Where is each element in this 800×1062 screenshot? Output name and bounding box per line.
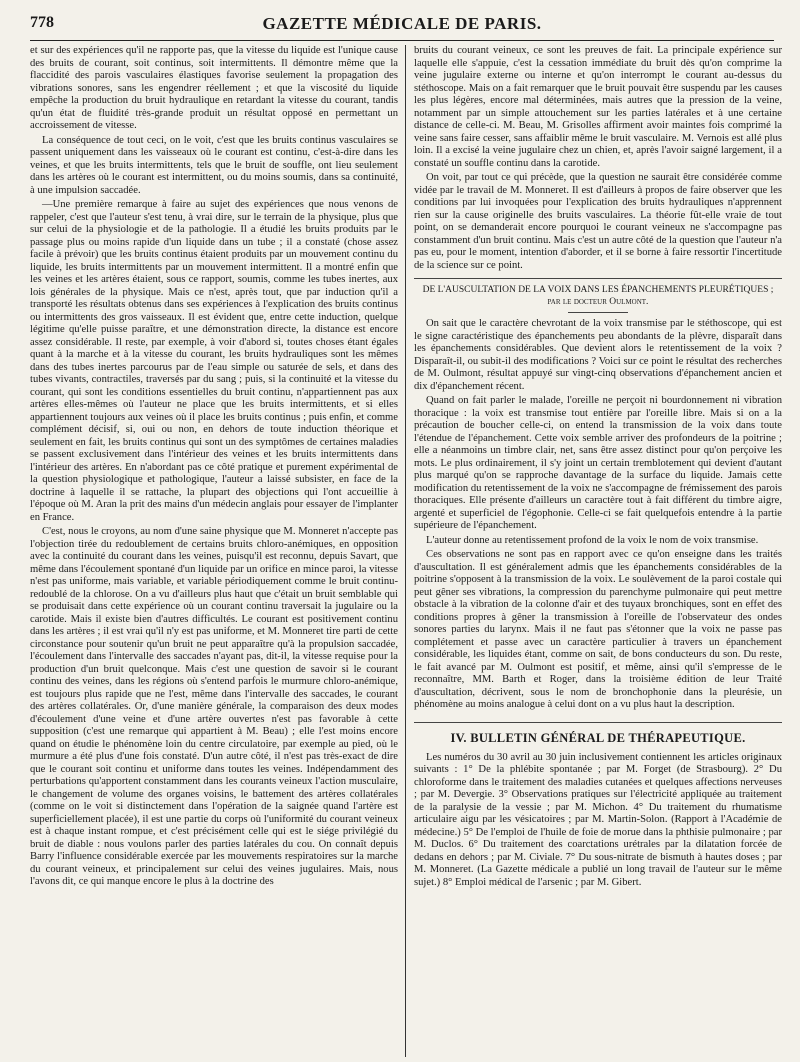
left-column <box>30 45 398 1057</box>
running-title: GAZETTE MÉDICALE DE PARIS. <box>262 14 542 33</box>
paragraph: On sait que le caractère chevrotant de la voix transmise par le stéthoscope, qui est le signe caractéristique des épanchements peu abondants de la plèvre, disparaît dans les épanchements considérables. Que devient alors le retentissement de la voix ? Disparaît-il, ou subit-il des modifications ? Voici sur ce point le résultat des recherches de M. Oulmont, résultat appuyé sur vingt-cinq observations d'épanchement ancien et dix d'épanchement récent. <box>414 318 782 392</box>
section-heading <box>414 278 782 308</box>
column-divider <box>405 45 406 1057</box>
paragraph: On voit, par tout ce qui précède, que la question ne saurait être considérée comme vidée par le travail de M. Monneret. Il est d'ailleurs à propos de faire observer que les conditions par lui invoquées pour l'explication des bruits hydrauliques n'apprennent rien sur la cause originelle des bruits vasculaires. La théorie fût-elle vraie de tout point, on se demanderait encore pourquoi le courant veineux ne s'accompagne pas constamment d'un bruit continu. Mais c'est un autre côté de la question que l'auteur n'a pas eu, pour le moment, intention d'aborder, et il se borne à faire ressortir l'incertitude de la science sur ce point. <box>414 172 782 271</box>
paragraph: Les numéros du 30 avril au 30 juin inclusivement contiennent les articles originaux suivants : 1° De la phlébite spontanée ; par M. Forget (de Strasbourg). 2° Du chloroforme dans le traitement des maladies cutanées et quelques affections nerveuses ; par M. Devergie. 3° Observations pratiques sur l'électricité appliquée au traitement de la paralysie de la vessie ; par M. Michon. 4° Du traitement du rhumatisme articulaire aigu par les vésicatoires ; par M. Martin-Solon. (Rapport à l'Académie de médecine.) 5° De l'emploi de l'huile de foie de morue dans la phthisie pulmonaire ; par M. Duclos. 6° Du traitement des coarctations urétrales par la dilatation forcée de dedans en dehors ; par M. Civiale. 7° Du sous-nitrate de bismuth à hautes doses ; par M. Monneret. (La Gazette médicale a publié un long travail de l'auteur sur le même sujet.) 8° Emploi médical de l'arsenic ; par M. Gibert. <box>414 751 782 888</box>
page-header <box>30 14 774 41</box>
paragraph: C'est, nous le croyons, au nom d'une saine physique que M. Monneret n'accepte pas l'objection tirée du redoublement de certains bruits chloro-anémiques, en opposition avec la continuité du courant dans les veines, puisqu'il est reconnu, depuis Savart, que même dans l'écoulement spontané d'un liquide par un orifice en mince paroi, la vitesse n'est pas uniforme, mais variable, et variable périodiquement comme le bruit continu-redoublé de la chlorose. On a vu d'ailleurs plus haut que c'était un bruit semblable qui se produisait dans cette expérience où un courant continu traversait la jugulaire ou la carotide. Mais il existe bien d'autres difficultés. Le courant est positivement continu dans les artères ; il est vrai qu'il n'y est pas uniforme, et M. Monneret tire parti de cette circonstance pour soutenir qu'un bruit ne peut apparaître qu'à la propulsion saccadée, l'écoulement dans l'intervalle des saccades n'ayant pas, dit-il, la vitesse requise pour la production d'un bruit quelconque. Mais c'est une question de savoir si le courant continu des veines, dans les régions où s'entend parfois le murmure chloro-anémique, est toujours plus rapide que ne l'est, même dans l'intervalle des saccades, le courant des artères collatérales. Or, d'une manière générale, la comparaison des deux modes d'écoulement d'une veine et d'une artère ouvertes n'est pas favorable à cette supposition (c'est une remarque qui appartient à M. Beau) ; elle l'est moins encore quand on étudie le phénomène loin du centre circulatoire, par exemple au pied, où le murmure a été plus d'une fois constaté. D'un autre côté, il n'est pas très-exact de dire que le courant soit continu et uniforme dans toutes les veines. Indépendamment des perturbations qu'apportent constamment dans les courants veineux l'action musculaire, le changement de volume des organes voisins, le battement des artères collatérales (comme on le voit si distinctement dans l'opération de la saignée quand l'artère est superficiellement placée), il est une partie du corps où l'uniformité du courant veineux est à chaque instant rompue, et c'est précisément celle qui est le siége privilégié du bruit de diable : nous voulons parler des parties latérales du cou. On connaît depuis Barry l'influence considérable exercée par les mouvements respiratoires sur la marche du courant veineux, et principalement sur celui des veines jugulaires. Mais, nous l'avons dit, ce qui manque encore le plus à la doctrine des <box>30 526 398 887</box>
section-title: DE L'AUSCULTATION DE LA VOIX DANS LES ÉPANCHEMENTS PLEURÉTIQUES ; <box>422 285 774 295</box>
paragraph: bruits du courant veineux, ce sont les preuves de fait. La principale expérience sur laquelle elle s'appuie, c'est la cessation immédiate du bruit dès qu'on comprime la veine jugulaire externe ou interne et qu'on interrompt le courant au-dessus du stéthoscope. Mais on a fait remarquer que le bruit pouvait être suspendu par les causes les plus légères, encore mal déterminées, mais autres que la pression de la veine, notamment par un simple attouchement sur les parties latérales et à une certaine distance de celle-ci. M. Beau, M. Grisolles affirment avoir maintes fois comprimé la veine sans faire cesser, sans affaiblir même le bruit vasculaire. M. Vernois est allé plus loin. Il a excisé la veine jugulaire chez un chien, et, après l'avoir saigné largement, il a constaté un souffle continu dans la carotide. <box>414 45 782 169</box>
paragraph: et sur des expériences qu'il ne rapporte pas, que la vitesse du liquide est l'unique cause des bruits de courant, soit continus, soit intermittents. Il démontre même que la flaccidité des parois vasculaires élastiques favorise seulement la propagation des vibrations sonores, sans les engendrer réellement ; et que la viscosité du liquide empêche la production du bruit hydraulique en retardant la vitesse du courant, tandis qu'un état de fluidité très-grande produit un résultat opposé en permettant un accroissement de vitesse. <box>30 45 398 131</box>
right-column <box>414 45 782 1057</box>
page-number: 778 <box>30 14 54 31</box>
paragraph: La conséquence de tout ceci, on le voit, c'est que les bruits continus vasculaires se passent uniquement dans les vaisseaux où le courant est continu, c'est-à-dire dans les veines, et que les bruits intermittents, tels que le bruit de souffle, ont lieu seulement dans les artères où le courant est intermittent, ou du moins soumis, dans sa continuité, à une impulsion saccadée. <box>30 134 398 196</box>
paragraph: Quand on fait parler le malade, l'oreille ne perçoit ni bourdonnement ni vibration thoracique : la voix est transmise tout entière par l'oreille libre. Mais si on a la précaution de boucher celle-ci, on entend la transmission de la voix dans toute l'étendue de l'épanchement. Cette voix semble arriver des profondeurs de la poitrine ; elle a néanmoins un timbre clair, net, sans être assez distinct pour qu'on perçoive les mots. Le plus ordinairement, il s'y joint un certain tremblotement qui devient d'autant plus marqué qu'on se rapproche davantage de la surface du liquide. Jamais cette modification du retentissement de la voix ne s'accompagne de frémissement des parois thoraciques. Elle présente d'ailleurs un caractère tout à fait différent du timbre aigre, argenté et superficiel de l'égophonie. Celle-ci se fait quelquefois entendre à la partie supérieure de l'épanchement. <box>414 395 782 531</box>
paragraph: —Une première remarque à faire au sujet des expériences que nous venons de rappeler, c'est que l'auteur s'est tenu, à vrai dire, sur le terrain de la physique, plus que sur celui de la physiologie et de la pathologie. Il a étudié les bruits produits par le passage plus ou moins rapide d'un liquide dans un tube ; il a constaté (chose assez facile à prévoir) que les bruits continus étaient produits par un mouvement continu du liquide, les bruits intermittents par un mouvement intermittent. Il a montré enfin que les veines et les artères étaient, sous ce rapport, soumis, comme les tubes inertes, aux lois générales de la physique. Mais ce n'est, après tout, que par induction qu'il a transporté les résultats obtenus dans ses expériences à l'explication des bruits continus ou intermittents des gros vaisseaux. Il est évident que, entre cette induction, quelque légitime qu'elle puisse paraître, et une démonstration directe, la distance est encore assez considérable. Il reste, par exemple, à voir d'abord si, toutes choses étant égales quant à la marche et à la vitesse du courant, les bruits hydrauliques sont les mêmes dans des tubes inertes parcourus par de l'eau simple ou saturée de sels, et dans des tubes vivants, contractiles, traversés par du sang ; puis, si la continuité et la vitesse du courant, qui sont les conditions essentielles du bruit continu, n'appartiennent pas aux artères elles-mêmes où l'auteur ne place que les bruits intermittents, et si elles appartiennent toujours aux veines où il place les bruits continus ; puis enfin, et comme complément décisif, si, oui ou non, en dehors de toute induction théorique et seulement en fait, les bruits continus qui sont un des symptômes de certaines maladies se passent exclusivement dans l'intérieur des veines et les bruits intermittents dans l'intérieur des artères. En n'abordant pas ce côté pratique et purement expérimental de la question physiologique et pathologique, l'auteur a laissé subsister, en face de la doctrine à laquelle il se rattache, la plupart des objections qui l'ont accueillie à l'époque où M. Aran la prit des mains d'un médecin anglais pour essayer de l'implanter en France. <box>30 199 398 523</box>
text-columns <box>30 45 782 1057</box>
paragraph: L'auteur donne au retentissement profond de la voix le nom de voix transmise. <box>426 534 759 546</box>
section-author: par le docteur Oulmont. <box>547 297 649 307</box>
bulletin-heading: IV. BULLETIN GÉNÉRAL DE THÉRAPEUTIQUE. <box>414 722 782 746</box>
divider <box>568 312 628 313</box>
paragraph: Ces observations ne sont pas en rapport avec ce qu'on enseigne dans les traités d'auscultation. Il est généralement admis que les épanchements considérables de la poitrine s'opposent à la transmission de la voix. Le soulèvement de la paroi costale qui peut gêner ses vibrations, la compression du parenchyme pulmonaire qui peut mettre obstacle à la vibration de la colonne d'air et des tuyaux bronchiques, sont en effet des conditions propres à gêner la transmission à l'oreille de l'observateur des ondes sonores parties du larynx. Mais il ne faut pas s'étonner que la voix ne passe pas complétement et passe avec un caractère particulier à travers un épanchement considérable, les liquides étant, comme on sait, de bons conducteurs du son. Du reste, le fait avancé par M. Oulmont est positif, et même, ainsi qu'il s'empresse de le reconnaître, MM. Barth et Roger, dans la troisième édition de leur Traité d'auscultation, décrivent, sous le nom de bronchophonie dans la pleurésie, un phénomène au moins analogue à celui dont on a vu plus haut la description. <box>414 549 782 710</box>
